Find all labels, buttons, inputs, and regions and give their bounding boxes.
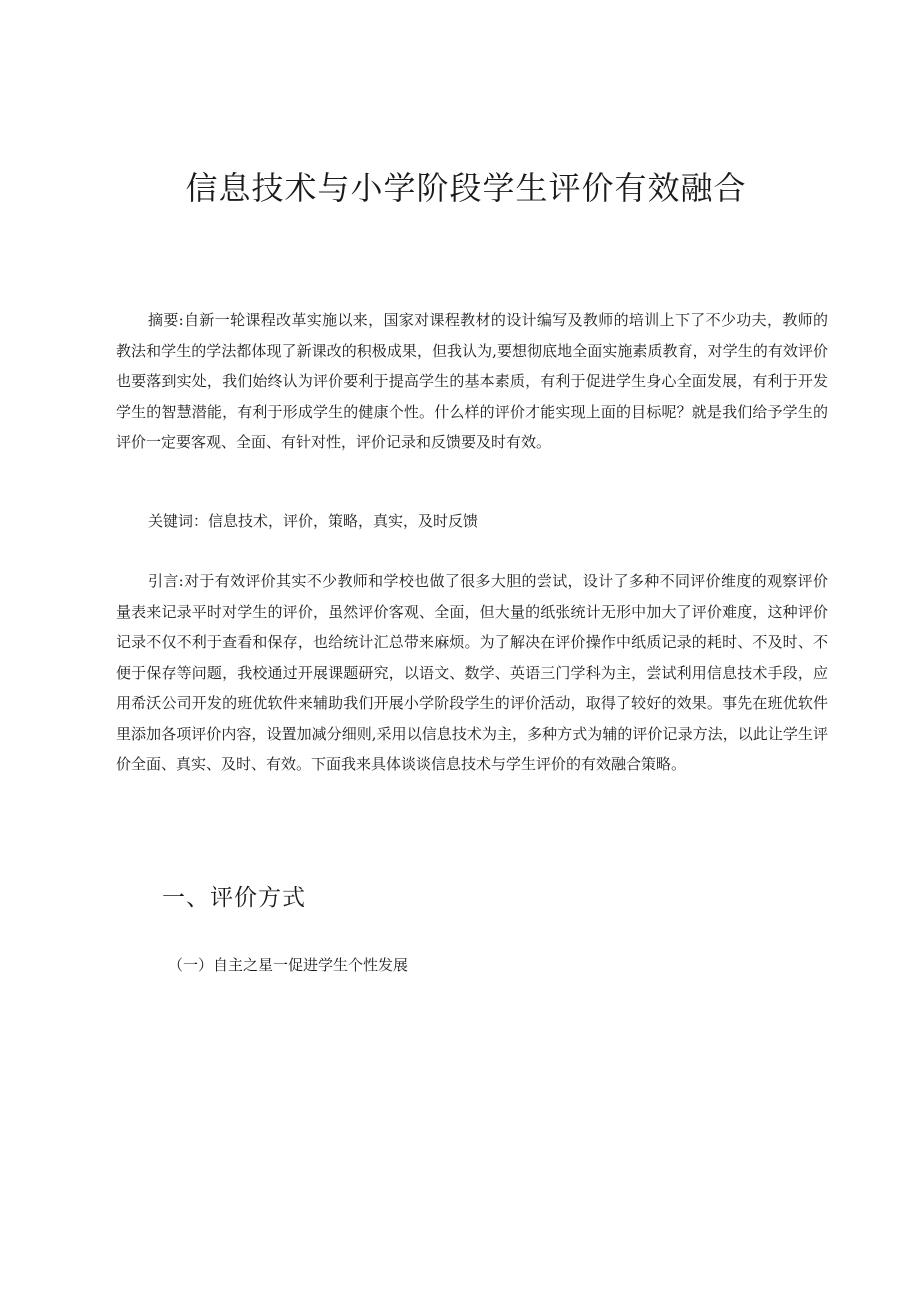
introduction-paragraph: 引言:对于有效评价其实不少教师和学校也做了很多大胆的尝试，设计了多种不同评价维度的观察评价量表来记录平时对学生的评价，虽然评价客观、全面，但大量的纸张统计无形中加大了评价难度，这种评价记录不仅不利于查看和保存，也给统计汇总带来麻烦。为了解决在评价操作中纸质记录的耗时、不及时、不便于保存等问题，我校通过开展课题研究，以语文、数学、英语三门学科为主，尝试利用信息技术手段，应用希沃公司开发的班优软件来辅助我们开展小学阶段学生的评价活动，取得了较好的效果。事先在班优软件里添加各项评价内容，设置加减分细则,采用以信息技术为主，多种方式为辅的评价记录方法，以此让学生评价全面、真实、及时、有效。下面我来具体谈谈信息技术与学生评价的有效融合策略。 bbox=[116, 572, 828, 773]
keywords-paragraph: 关键词：信息技术，评价，策略，真实，及时反馈 bbox=[148, 512, 479, 530]
section-heading: 一、评价方式 bbox=[162, 885, 306, 911]
document-title: 信息技术与小学阶段学生评价有效融合 bbox=[185, 169, 747, 207]
subsection-heading: （一）自主之星一促进学生个性发展 bbox=[168, 956, 409, 974]
abstract-paragraph: 摘要:自新一轮课程改革实施以来，国家对课程教材的设计编写及教师的培训上下了不少功夫，教师的教法和学生的学法都体现了新课改的积极成果，但我认为,要想彻底地全面实施素质教育，对学生的有效评价也要落到实处，我们始终认为评价要利于提高学生的基本素质，有利于促进学生身心全面发展，有利于开发学生的智慧潜能，有利于形成学生的健康个性。什么样的评价才能实现上面的目标呢？就是我们给予学生的评价一定要客观、全面、有针对性，评价记录和反馈要及时有效。 bbox=[116, 311, 828, 451]
